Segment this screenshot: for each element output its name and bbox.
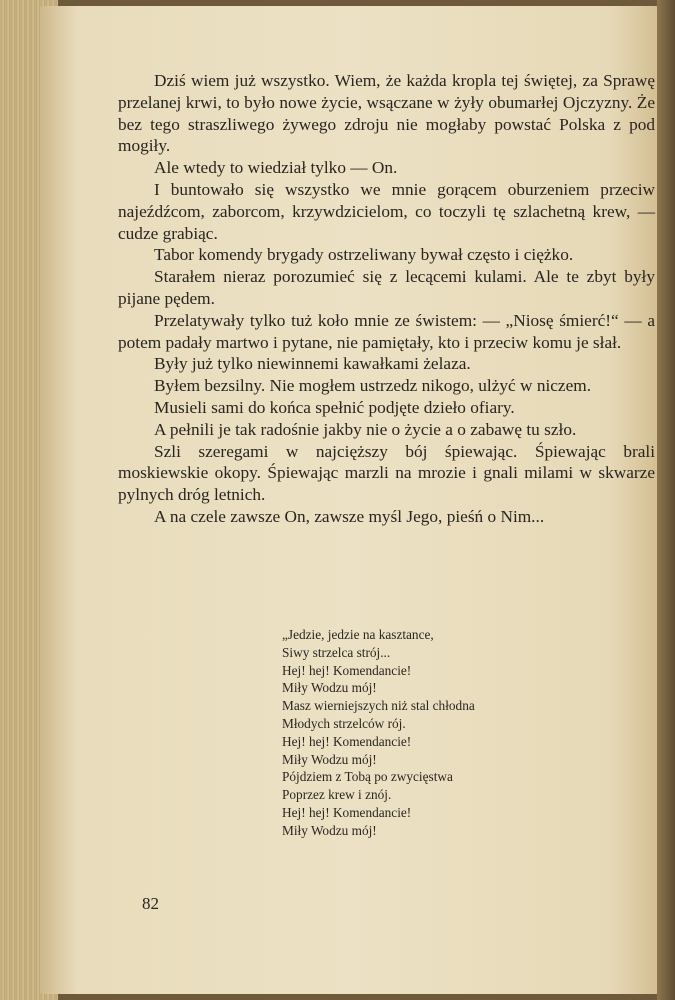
poem-line: Poprzez krew i znój. [282, 787, 392, 803]
paragraph: Byłem bezsilny. Nie mogłem ustrzedz nikogo, ulżyć w niczem. [154, 376, 592, 396]
poem-line: Masz wierniejszych niż stal chłodna [282, 698, 475, 714]
paragraph: Dziś wiem już wszystko. Wiem, że każda kropla tej świętej, za Sprawę przelanej krwi, to było nowe życie, wsączane w żyły obumarłej Ojczyzny. Że bez tego straszliwego żywego zdroju nie mogłaby powstać Polska z pod mogiły. [118, 71, 655, 156]
poem-line: Siwy strzelca strój... [282, 644, 391, 660]
poem-line: Miły Wodzu mój! [282, 822, 377, 838]
poem-line: „Jedzie, jedzie na kasztance, [282, 627, 434, 642]
page-number: 82 [142, 894, 159, 913]
poem-line: Miły Wodzu mój! [282, 680, 377, 696]
paragraph: A na czele zawsze On, zawsze myśl Jego, pieśń o Nim... [154, 506, 545, 526]
poem-line: Młodych strzelców rój. [282, 715, 406, 731]
body-text [118, 70, 655, 528]
paragraph: A pełnili je tak radośnie jakby nie o życie a o zabawę tu szło. [154, 419, 577, 439]
paragraph: Musieli sami do końca spełnić podjęte dzieło ofiary. [154, 397, 515, 417]
paragraph: Tabor komendy brygady ostrzeliwany bywał często i ciężko. [154, 245, 574, 265]
poem-line: Hej! hej! Komendancie! [282, 662, 412, 678]
paragraph: Ale wtedy to wiedział tylko — On. [154, 158, 398, 178]
paragraph: I buntowało się wszystko we mnie gorącem oburzeniem przeciw najeźdźcom, zaborcom, krzywdzicielom, co toczyli tę szlachetną krew, — cudze grabiąc. [118, 179, 655, 243]
poem-line: Hej! hej! Komendancie! [282, 733, 412, 749]
poem-line: Miły Wodzu mój! [282, 751, 377, 767]
poem-line: Hej! hej! Komendancie! [282, 804, 412, 820]
poem-line: Pójdziem z Tobą po zwycięstwa [282, 769, 453, 785]
book-binding-edge [657, 0, 675, 1000]
paragraph: Szli szeregami w najcięższy bój śpiewając. Śpiewając brali moskiewskie okopy. Śpiewając marzli na mrozie i gnali milami w skwarze pylnych dróg letnich. [118, 441, 655, 505]
poem [282, 626, 582, 840]
paragraph: Były już tylko niewinnemi kawałkami żelaza. [154, 354, 471, 374]
paragraph: Starałem nieraz porozumieć się z lecącemi kulami. Ale te zbyt były pijane pędem. [118, 267, 655, 308]
paragraph: Przelatywały tylko tuż koło mnie ze świstem: — „Niosę śmierć!“ — a potem padały martwo i pytane, nie pamiętały, kto i przeciw komu je słał. [118, 310, 655, 352]
